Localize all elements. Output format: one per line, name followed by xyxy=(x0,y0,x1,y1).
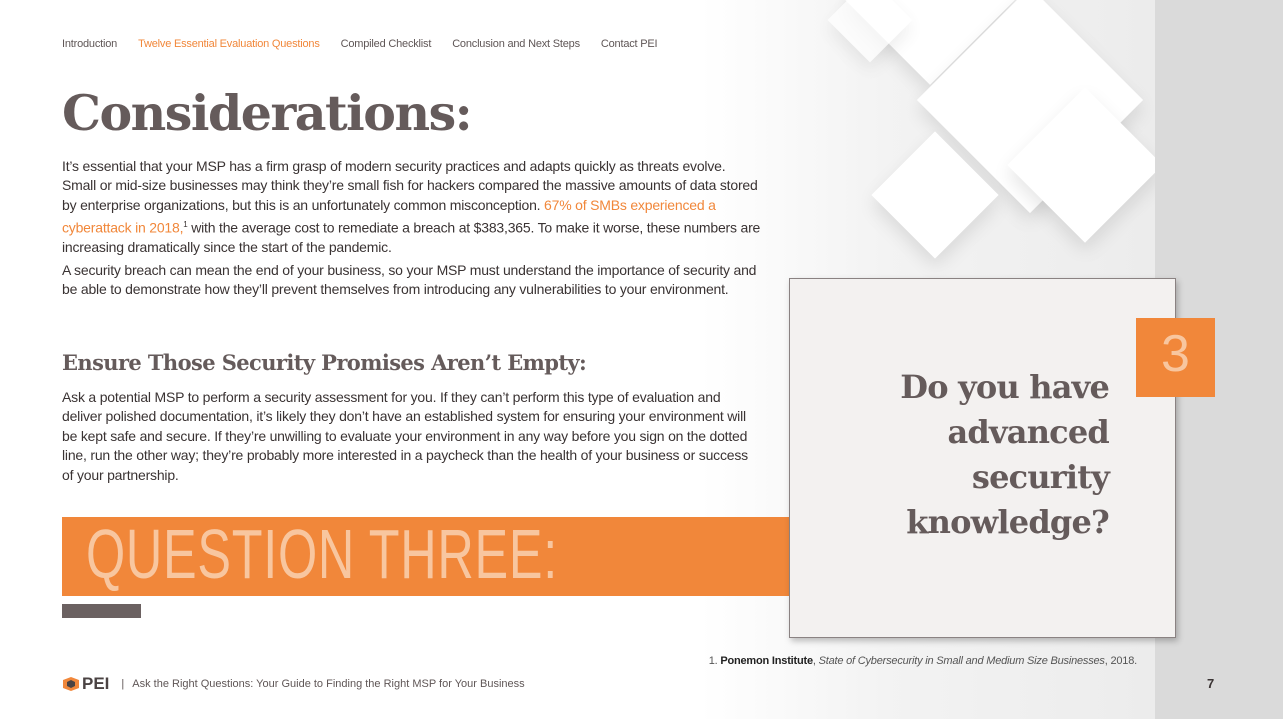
footnote-number: 1. xyxy=(708,655,718,667)
footnote-title: State of Cybersecurity in Small and Medium Size Businesses xyxy=(818,655,1105,667)
page-number: 7 xyxy=(1207,676,1215,691)
question-banner-text: QUESTION THREE: xyxy=(86,517,558,593)
page-title: Considerations: xyxy=(62,84,472,142)
question-number-badge xyxy=(1136,318,1215,397)
section-subheading: Ensure Those Security Promises Aren’t Empty: xyxy=(62,350,587,375)
footer-separator: | xyxy=(121,678,125,690)
paragraph-intro-text-a: It’s essential that your MSP has a firm grasp of modern security practices and adapts quickly as threats evolve. Small or mid-size businesses may think they’re small fish for hackers compared the massive amounts of data stored by enterprise organizations, but this is an unfortunately common misconception. xyxy=(62,158,758,213)
footnote-marker: 1 xyxy=(183,220,188,230)
paragraph-intro-text-b: with the average cost to remediate a breach at $383,365. To make it worse, these numbers are increasing dramatically since the start of the pandemic. xyxy=(62,219,761,256)
nav-item-conclusion[interactable]: Conclusion and Next Steps xyxy=(452,38,580,50)
logo-text: PEI xyxy=(82,674,110,693)
footnote-source: Ponemon Institute xyxy=(720,655,813,667)
page-footer xyxy=(62,674,525,694)
footer-document-title: Ask the Right Questions: Your Guide to Finding the Right MSP for Your Business xyxy=(132,678,525,690)
pei-logo xyxy=(62,674,109,694)
paragraph-intro xyxy=(62,157,762,258)
decorative-bar xyxy=(62,604,141,618)
nav-item-introduction[interactable]: Introduction xyxy=(62,38,118,50)
footnote-year: , 2018. xyxy=(1104,655,1137,667)
question-card-text: Do you have advanced security knowledge? xyxy=(900,368,1109,541)
paragraph-assessment: Ask a potential MSP to perform a security assessment for you. If they can’t perform this type of evaluation and deliver polished documentation, it’s likely they don’t have an established system for ensuring your environment will be kept safe and secure. If they’re unwilling to evaluate your environment in any way before you sign on the dotted line, run the other way; they’re probably more interested in a paycheck than the health of your business or success of your partnership. xyxy=(62,389,748,483)
paragraph-breach: A security breach can mean the end of your business, so your MSP must understand the importance of security and be able to demonstrate how they’ll prevent themselves from introducing any vulnerabilities to your environment. xyxy=(62,262,757,298)
statistic-link[interactable]: 67% of SMBs experienced a cyberattack in 2018, xyxy=(62,196,716,236)
top-navigation xyxy=(62,38,657,50)
footnote: 1. Ponemon Institute, State of Cybersecurity in Small and Medium Size Businesses, 2018. xyxy=(708,655,1137,667)
question-card xyxy=(789,278,1176,638)
nav-item-compiled-checklist[interactable]: Compiled Checklist xyxy=(340,38,432,50)
nav-item-contact[interactable]: Contact PEI xyxy=(600,38,658,50)
question-number: 3 xyxy=(1161,325,1190,383)
nav-item-twelve-questions[interactable]: Twelve Essential Evaluation Questions xyxy=(138,38,320,50)
pei-logo-icon xyxy=(62,676,80,692)
question-banner xyxy=(62,517,830,596)
